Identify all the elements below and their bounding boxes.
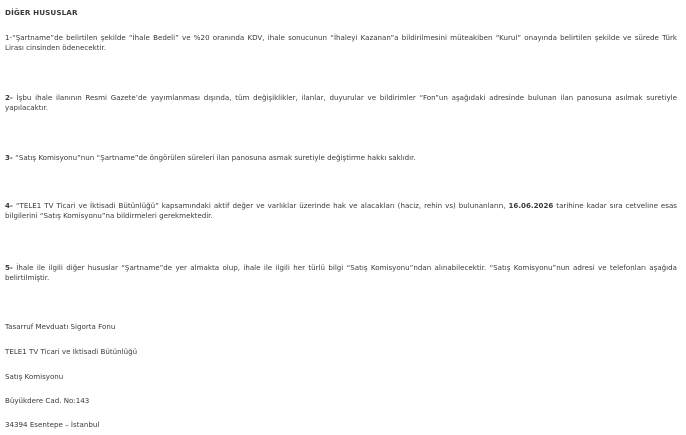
address-line-1: Tasarruf Mevduatı Sigorta Fonu	[5, 322, 116, 331]
address-line-4: Büyükdere Cad. No:143	[5, 396, 90, 405]
paragraph-2-number: 2-	[5, 93, 13, 102]
paragraph-5	[5, 263, 677, 282]
address-line-3: Satış Komisyonu	[5, 372, 64, 381]
paragraph-3-text: “Satış Komisyonu”nun “Şartname”de öngörülen süreleri ilan panosuna asmak suretiyle değiştirme hakkı saklıdır.	[12, 153, 416, 162]
address-line-5: 34394 Esentepe – İstanbul	[5, 420, 100, 429]
paragraph-4-date: 16.06.2026	[508, 201, 554, 210]
paragraph-2-text: İşbu ihale ilanının Resmi Gazete’de yayımlanması dışında, tüm değişiklikler, ilanlar, duyurular ve bildirimler “Fon”un aşağıdaki adresinde bulunan ilan panosuna asılmak suretiyle yapılacaktır.	[5, 93, 677, 112]
address-line-2: TELE1 TV Ticari ve İktisadi Bütünlüğü	[5, 347, 138, 356]
paragraph-1-text: 1-“Şartname”de belirtilen şekilde “İhale Bedeli” ve %20 oranında KDV, ihale sonucunun “İhaleyi Kazanan”a bildirilmesini müteakiben “Kurul” onayında belirtilen şekilde ve sürede Türk Lirası cinsinden ödenecektir.	[5, 33, 677, 52]
paragraph-5-text: İhale ile ilgili diğer hususlar “Şartname”de yer almakta olup, ihale ile ilgili her türlü bilgi “Satış Komisyonu”ndan alınabilecektir. “Satış Komisyonu”nun adresi ve telefonları aşağıda belirtilmiştir.	[5, 263, 677, 282]
paragraph-5-number: 5-	[5, 263, 13, 272]
paragraph-3-number: 3-	[5, 153, 13, 162]
paragraph-1	[5, 33, 677, 52]
paragraph-3	[5, 153, 677, 163]
paragraph-4	[5, 201, 677, 220]
section-heading: DİĞER HUSUSLAR	[5, 8, 78, 17]
paragraph-4-text-after: tarihine kadar sıra cetveline esas bilgilerini “Satış Komisyonu”na bildirmeleri gerekmektedir.	[5, 201, 677, 220]
paragraph-2	[5, 93, 677, 112]
paragraph-4-number: 4-	[5, 201, 13, 210]
paragraph-4-text-before: “TELE1 TV Ticari ve İktisadi Bütünlüğü” kapsamındaki aktif değer ve varlıklar üzerinde hak ve alacakları (haciz, rehin vs) bulunanların,	[12, 201, 509, 210]
